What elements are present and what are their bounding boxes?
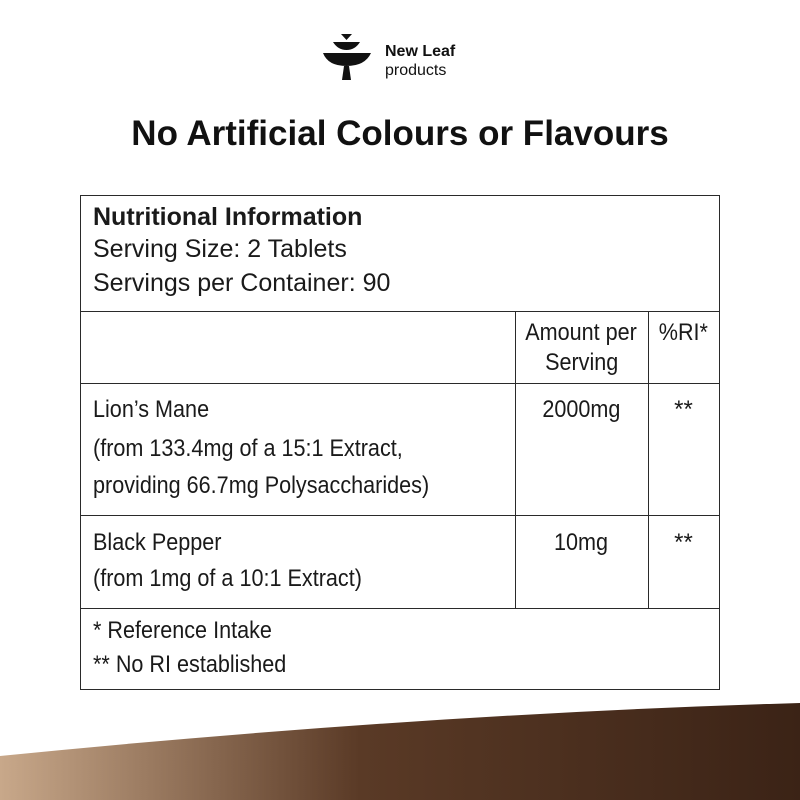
row-lions-mane-amount: 2000mg — [542, 396, 621, 423]
table-divider — [81, 383, 719, 384]
column-header-amount — [515, 316, 648, 349]
ri-header: %RI* — [658, 319, 709, 346]
footnote-reference-intake: * Reference Intake — [93, 617, 272, 644]
amount-header-line2: Serving — [544, 349, 619, 376]
column-header-amount-2 — [515, 346, 648, 379]
serving-size: Serving Size: 2 Tablets — [93, 235, 347, 263]
decorative-swoosh — [0, 700, 800, 800]
row-lions-mane-name: Lion’s Mane — [93, 396, 210, 423]
nutrition-table — [80, 195, 720, 690]
footnote-no-ri: ** No RI established — [93, 651, 287, 678]
row-lions-mane-detail2: providing 66.7mg Polysaccharides) — [93, 472, 430, 499]
table-divider — [81, 311, 719, 312]
row-black-pepper-ri: ** — [674, 529, 693, 556]
brand-logo — [321, 30, 481, 88]
row-black-pepper-amount-cell — [515, 526, 648, 559]
column-header-ri — [648, 316, 719, 349]
row-lions-mane-amount-cell — [515, 393, 648, 426]
amount-header-line1: Amount per — [525, 319, 638, 346]
row-lions-mane-detail1: (from 133.4mg of a 15:1 Extract, — [93, 435, 403, 462]
servings-per-container: Servings per Container: 90 — [93, 269, 391, 297]
table-divider — [81, 608, 719, 609]
brand-name: New Leaf — [385, 43, 456, 60]
table-divider — [81, 515, 719, 516]
row-lions-mane-ri: ** — [674, 396, 693, 423]
column-divider — [648, 311, 649, 608]
row-black-pepper-detail1: (from 1mg of a 10:1 Extract) — [93, 565, 362, 592]
layered-leaf-icon — [321, 30, 381, 88]
headline: No Artificial Colours or Flavours — [131, 114, 669, 153]
row-black-pepper-amount: 10mg — [554, 529, 609, 556]
row-black-pepper-name: Black Pepper — [93, 529, 222, 556]
nutrition-title: Nutritional Information — [93, 203, 363, 231]
brand-subtitle: products — [385, 62, 447, 79]
